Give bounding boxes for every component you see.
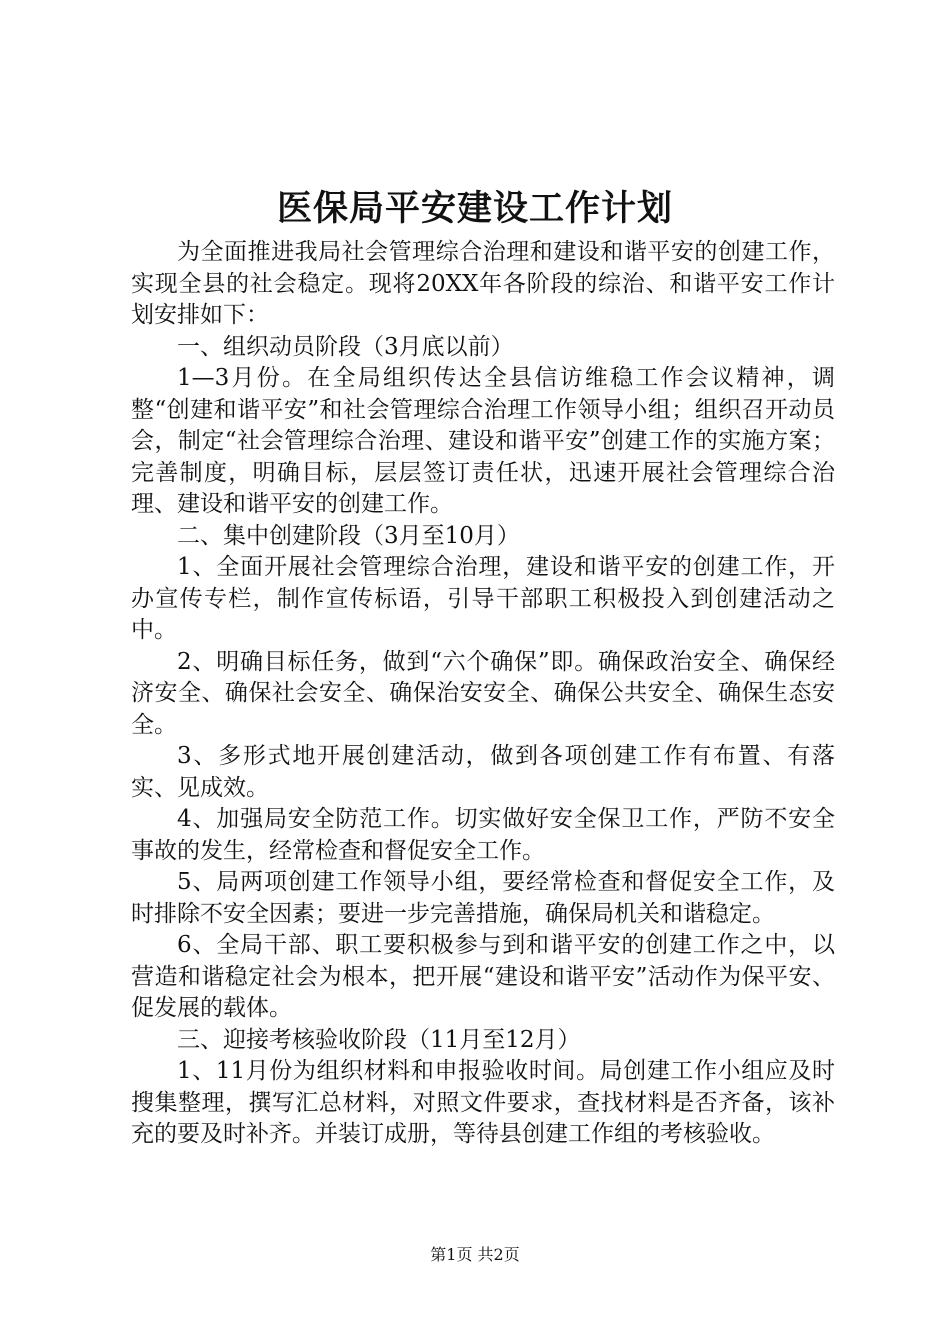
section-heading-3: 三、迎接考核验收阶段（11月至12月） — [177, 1026, 581, 1053]
paragraph: 2、明确目标任务，做到“六个确保”即。确保政治安全、确保经济安全、确保社会安全、确保治安安全、确保公共安全、确保生态安全。 — [131, 648, 835, 738]
section-heading-1: 一、组织动员阶段（3月底以前） — [177, 333, 514, 360]
paragraph: 4、加强局安全防范工作。切实做好安全保卫工作，严防不安全事故的发生，经常检查和督促安全工作。 — [131, 806, 835, 864]
paragraph: 5、局两项创建工作领导小组，要经常检查和督促安全工作，及时排除不安全因素；要进一步完善措施，确保局机关和谐稳定。 — [131, 869, 835, 927]
paragraph-intro: 为全面推进我局社会管理综合治理和建设和谐平安的创建工作，实现全县的社会稳定。现将20XX年各阶段的综治、和谐平安工作计划安排如下： — [131, 239, 835, 328]
paragraph: 6、全局干部、职工要积极参与到和谐平安的创建工作之中，以营造和谐稳定社会为根本，把开展“建设和谐平安”活动作为保平安、促发展的载体。 — [131, 932, 835, 1021]
paragraph: 1、全面开展社会管理综合治理，建设和谐平安的创建工作，开办宣传专栏，制作宣传标语，引导干部职工积极投入到创建活动之中。 — [131, 554, 835, 643]
document-title: 医保局平安建设工作计划 — [276, 188, 673, 229]
page-number: 第1页 共2页 — [430, 1245, 520, 1264]
section-heading-2: 二、集中创建阶段（3月至10月） — [177, 522, 520, 549]
document-body — [131, 237, 835, 1151]
paragraph: 1、11月份为组织材料和申报验收时间。局创建工作小组应及时搜集整理，撰写汇总材料，对照文件要求，查找材料是否齐备，该补充的要及时补齐。并装订成册，等待县创建工作组的考核验收。 — [131, 1058, 835, 1147]
paragraph: 1—3月份。在全局组织传达全县信访维稳工作会议精神，调整“创建和谐平安”和社会管理综合治理工作领导小组；组织召开动员会，制定“社会管理综合治理、建设和谐平安”创建工作的实施方案；完善制度，明确目标，层层签订责任状，迅速开展社会管理综合治理、建设和谐平安的创建工作。 — [131, 365, 835, 517]
paragraph: 3、多形式地开展创建活动，做到各项创建工作有布置、有落实、见成效。 — [131, 743, 835, 801]
